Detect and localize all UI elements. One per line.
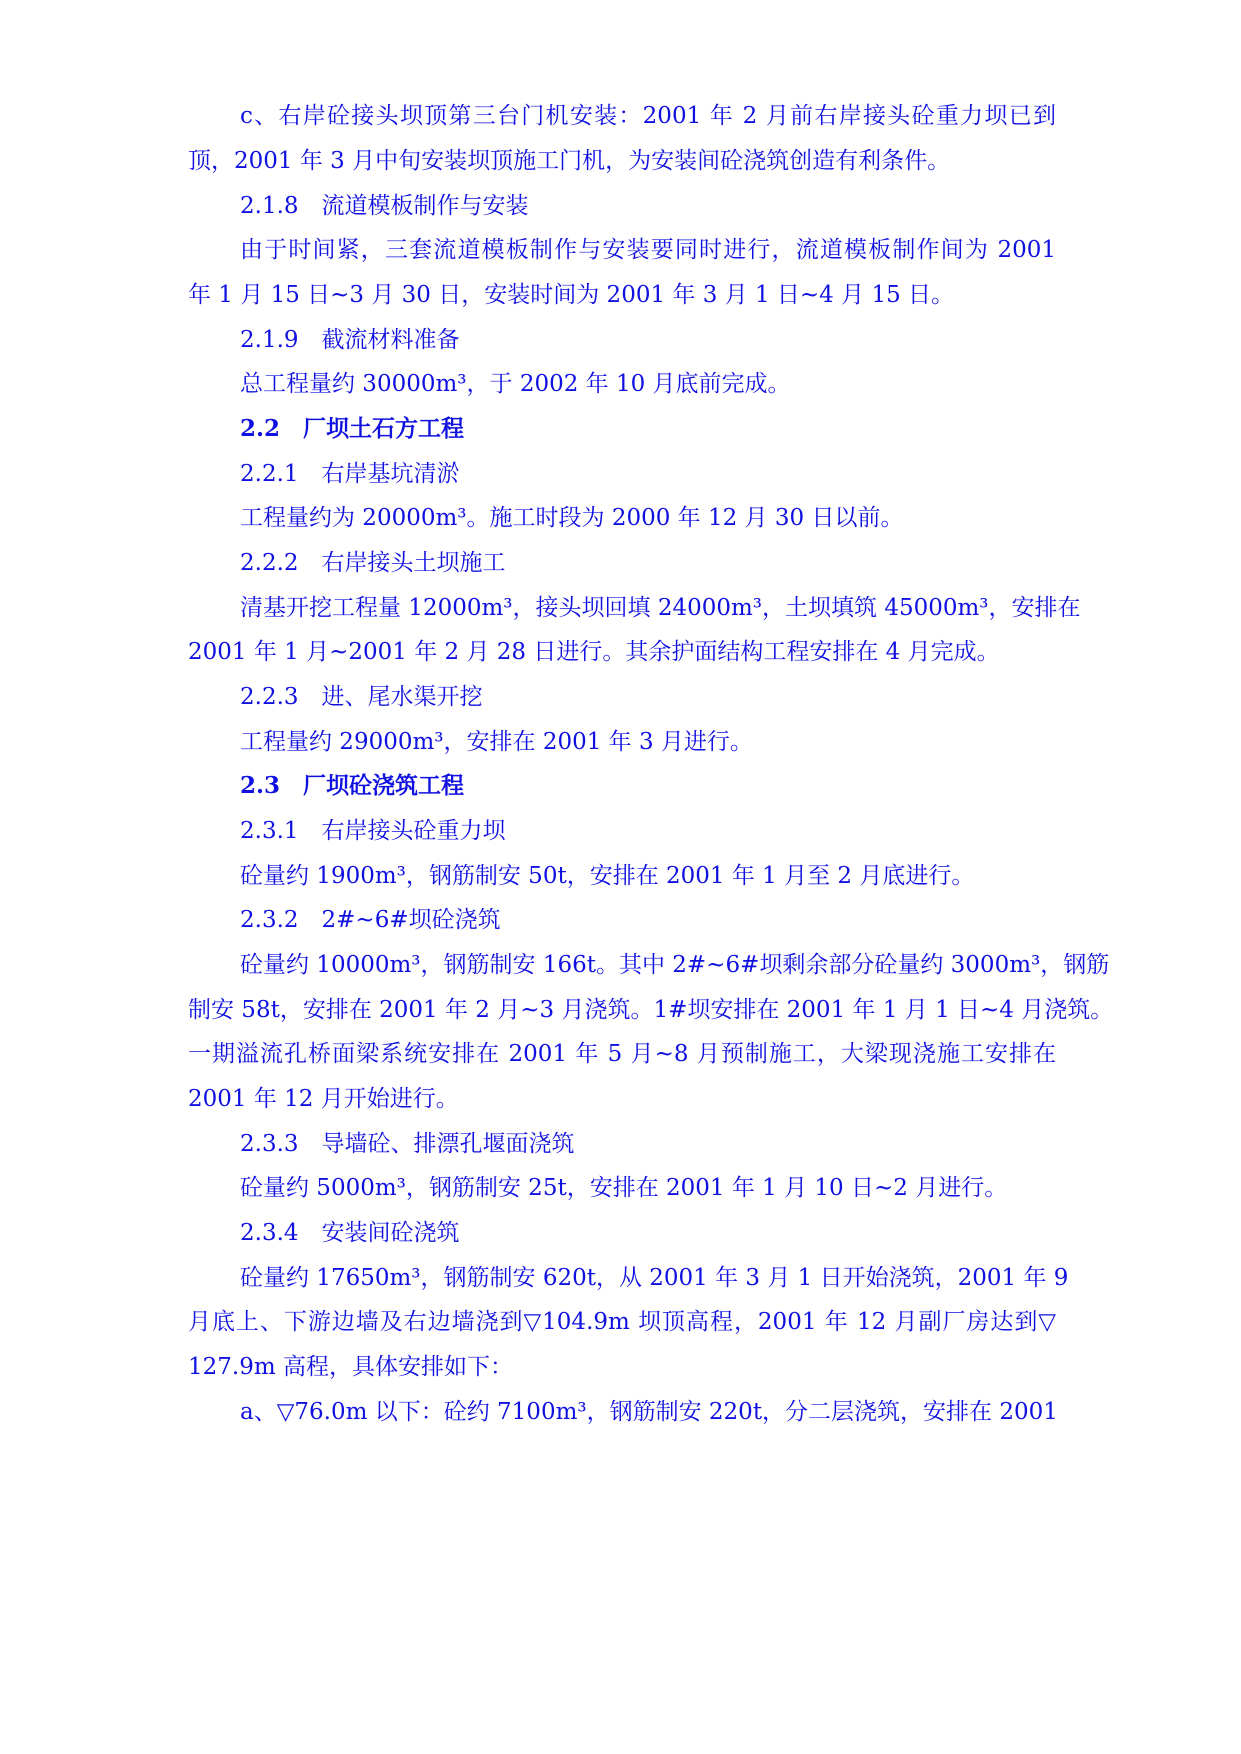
paragraph-line: 砼量约 10000m³，钢筋制安 166t。其中 2#~6#坝剩余部分砼量约 3000m³，钢筋: [240, 952, 1110, 978]
section-number-heading: 2.1.8 流道模板制作与安装: [240, 193, 529, 219]
section-number-heading: 2.3.1 右岸接头砼重力坝: [240, 818, 506, 844]
paragraph-line: 砼量约 17650m³，钢筋制安 620t，从 2001 年 3 月 1 日开始浇筑，2001 年 9: [240, 1265, 1069, 1291]
section-number-heading: 2.2.3 进、尾水渠开挖: [240, 684, 483, 710]
paragraph-line: 2001 年 12 月开始进行。: [188, 1086, 459, 1112]
paragraph-line: 一期溢流孔桥面梁系统安排在 2001 年 5 月~8 月预制施工，大梁现浇施工安排在: [188, 1041, 1056, 1067]
paragraph-line: 工程量约 29000m³，安排在 2001 年 3 月进行。: [240, 729, 753, 755]
paragraph-line: 年 1 月 15 日~3 月 30 日，安装时间为 2001 年 3 月 1 日~4 月 15 日。: [188, 282, 955, 308]
paragraph-line: 2001 年 1 月~2001 年 2 月 28 日进行。其余护面结构工程安排在 4 月完成。: [188, 639, 1000, 665]
paragraph-line: 月底上、下游边墙及右边墙浇到▽104.9m 坝顶高程，2001 年 12 月副厂房达到▽: [188, 1309, 1056, 1335]
section-number-heading: 2.2.2 右岸接头土坝施工: [240, 550, 506, 576]
section-number-heading: 2.1.9 截流材料准备: [240, 327, 460, 353]
paragraph-line: 砼量约 5000m³，钢筋制安 25t，安排在 2001 年 1 月 10 日~2 月进行。: [240, 1175, 1008, 1201]
paragraph-line: 127.9m 高程，具体安排如下：: [188, 1354, 513, 1380]
section-number-heading: 2.3.3 导墙砼、排漂孔堰面浇筑: [240, 1131, 575, 1157]
section-heading: 2.2 厂坝土石方工程: [240, 415, 465, 442]
paragraph-line: 制安 58t，安排在 2001 年 2 月~3 月浇筑。1#坝安排在 2001 年 1 月 1 日~4 月浇筑。: [188, 997, 1114, 1023]
paragraph-line: 清基开挖工程量 12000m³，接头坝回填 24000m³，土坝填筑 45000m³，安排在: [240, 595, 1081, 621]
paragraph-line: a、▽76.0m 以下：砼约 7100m³，钢筋制安 220t，分二层浇筑，安排在 2001: [240, 1399, 1058, 1425]
paragraph-line: 工程量约为 20000m³。施工时段为 2000 年 12 月 30 日以前。: [240, 505, 904, 531]
section-heading: 2.3 厂坝砼浇筑工程: [240, 772, 465, 799]
paragraph-line: 顶，2001 年 3 月中旬安装坝顶施工门机，为安装间砼浇筑创造有利条件。: [188, 148, 951, 174]
paragraph-line: 砼量约 1900m³，钢筋制安 50t，安排在 2001 年 1 月至 2 月底进行。: [240, 863, 975, 889]
paragraph-line: c、右岸砼接头坝顶第三台门机安装：2001 年 2 月前右岸接头砼重力坝已到: [240, 103, 1056, 129]
paragraph-line: 总工程量约 30000m³，于 2002 年 10 月底前完成。: [240, 371, 791, 397]
paragraph-line: 由于时间紧，三套流道模板制作与安装要同时进行，流道模板制作间为 2001: [240, 237, 1056, 263]
section-number-heading: 2.3.2 2#~6#坝砼浇筑: [240, 907, 501, 933]
section-number-heading: 2.3.4 安装间砼浇筑: [240, 1220, 460, 1246]
section-number-heading: 2.2.1 右岸基坑清淤: [240, 461, 460, 487]
